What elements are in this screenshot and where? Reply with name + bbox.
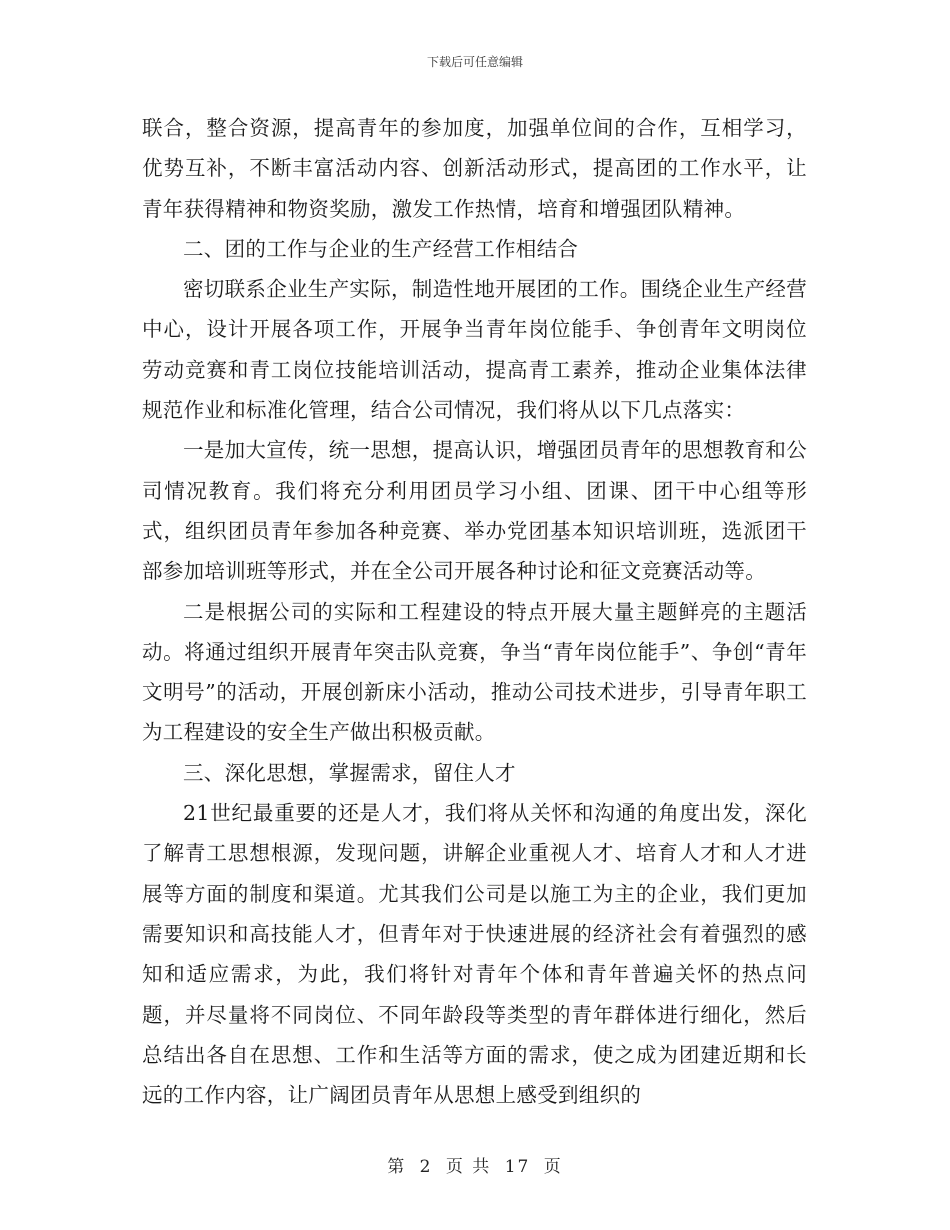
footer-prefix: 第 [387, 1157, 407, 1177]
section-heading-2: 二、团的工作与企业的生产经营工作相结合 [183, 236, 579, 261]
page-number: 2 [419, 1157, 433, 1177]
total-pages: 17 [504, 1157, 531, 1177]
page-header: 下载后可任意编辑 [426, 55, 523, 69]
paragraph-5: 二是根据公司的实际和工程建设的特点开展大量主题鲜亮的主题活动。将通过组织开展青年突击队竞赛，争当“青年岗位能手”、争创“青年文明号”的活动，开展创新床小活动，推动公司技术进步，引导青年职工为工程建设的安全生产做出积极贡献。 [142, 599, 807, 745]
footer-suffix: 页 [543, 1157, 563, 1177]
paragraph-3: 密切联系企业生产实际，制造性地开展团的工作。围绕企业生产经营中心，设计开展各项工作，开展争当青年岗位能手、争创青年文明岗位劳动竞赛和青工岗位技能培训活动，提高青工素养，推动企业集体法律规范作业和标准化管理，结合公司情况，我们将从以下几点落实： [142, 277, 807, 423]
page-footer [0, 1152, 950, 1177]
section-heading-3: 三、深化思想，掌握需求，留住人才 [183, 760, 516, 785]
paragraph-7: 21世纪最重要的还是人才，我们将从关怀和沟通的角度出发，深化了解青工思想根源，发现问题，讲解企业重视人才、培育人才和人才进展等方面的制度和渠道。尤其我们公司是以施工为主的企业，我们更加需要知识和高技能人才，但青年对于快速进展的经济社会有着强烈的感知和适应需求，为此，我们将针对青年个体和青年普遍关怀的热点问题，并尽量将不同岗位、不同年龄段等类型的青年群体进行细化，然后总结出各自在思想、工作和生活等方面的需求，使之成为团建近期和长远的工作内容，让广阔团员青年从思想上感受到组织的 [142, 801, 807, 1108]
footer-middle: 页 共 [445, 1157, 492, 1177]
paragraph-1: 联合，整合资源，提高青年的参加度，加强单位间的合作，互相学习，优势互补，不断丰富活动内容、创新活动形式，提高团的工作水平，让青年获得精神和物资奖励，激发工作热情，培育和增强团队精神。 [142, 116, 807, 221]
paragraph-4: 一是加大宣传，统一思想，提高认识，增强团员青年的思想教育和公司情况教育。我们将充分利用团员学习小组、团课、团干中心组等形式，组织团员青年参加各种竞赛、举办党团基本知识培训班，选派团干部参加培训班等形式，并在全公司开展各种讨论和征文竞赛活动等。 [142, 438, 807, 584]
document-body [142, 108, 807, 1115]
